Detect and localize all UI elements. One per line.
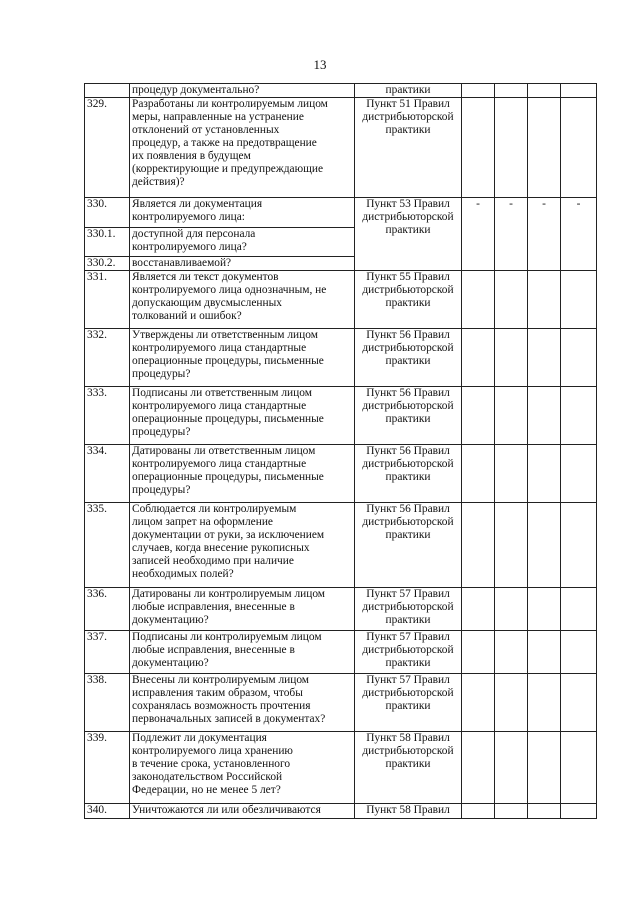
question-text: Уничтожаются ли или обезличиваются [130,804,355,819]
question-text: Датированы ли ответственным лицом контролируемого лица стандартные операционные процедуры, письменные процедуры? [130,445,355,503]
question-text: Датированы ли контролируемым лицом любые исправления, внесенные в документацию? [130,588,355,631]
answer-note-cell [561,387,597,445]
item-number: 337. [85,631,130,674]
legal-reference: Пункт 58 Правил дистрибьюторской практики [355,732,462,804]
answer-no-cell [495,588,528,631]
question-text: Соблюдается ли контролируемым лицом запрет на оформление документации от руки, за исключением случаев, когда внесение рукописных записей необходимо при наличие необходимых полей? [130,503,355,588]
question-text: Внесены ли контролируемым лицом исправления таким образом, чтобы сохранялась возможность прочтения первоначальных записей в документах? [130,674,355,732]
answer-note-cell [561,329,597,387]
answer-note-cell [561,445,597,503]
answer-na-cell [528,387,561,445]
answer-yes-cell [462,804,495,819]
answer-yes-cell [462,329,495,387]
answer-na-cell [528,804,561,819]
question-text: Подписаны ли ответственным лицом контролируемого лица стандартные операционные процедуры, письменные процедуры? [130,387,355,445]
answer-na-cell [528,271,561,329]
legal-reference: Пункт 57 Правил дистрибьюторской практики [355,674,462,732]
answer-yes-cell [462,631,495,674]
answer-na-cell [528,445,561,503]
table-row [85,804,597,819]
answer-no-cell [495,329,528,387]
table-row [85,732,597,804]
answer-yes-cell [462,503,495,588]
answer-note-cell [561,271,597,329]
answer-note-cell [561,804,597,819]
answer-yes-cell: - [462,198,495,271]
item-number: 332. [85,329,130,387]
answer-yes-cell [462,84,495,98]
question-text: Подлежит ли документация контролируемого лица хранению в течение срока, установленного законодательством Российской Федерации, но не менее 5 лет? [130,732,355,804]
answer-note-cell [561,674,597,732]
item-number: 330.1. [85,228,130,257]
legal-reference: Пункт 56 Правил дистрибьюторской практики [355,445,462,503]
item-number: 339. [85,732,130,804]
table-row [85,98,597,198]
legal-reference: Пункт 57 Правил дистрибьюторской практики [355,631,462,674]
legal-reference: Пункт 58 Правил [355,804,462,819]
legal-reference: практики [355,84,462,98]
item-number: 333. [85,387,130,445]
table-row [85,329,597,387]
legal-reference: Пункт 57 Правил дистрибьюторской практики [355,588,462,631]
table-row [85,387,597,445]
answer-no-cell [495,503,528,588]
answer-note-cell [561,98,597,198]
answer-yes-cell [462,98,495,198]
legal-reference: Пункт 55 Правил дистрибьюторской практики [355,271,462,329]
answer-na-cell [528,84,561,98]
item-number: 331. [85,271,130,329]
table-row [85,674,597,732]
legal-reference: Пункт 51 Правил дистрибьюторской практики [355,98,462,198]
answer-yes-cell [462,588,495,631]
item-number: 336. [85,588,130,631]
answer-note-cell [561,588,597,631]
answer-no-cell [495,674,528,732]
item-number: 330. [85,198,130,228]
answer-note-cell [561,631,597,674]
question-text: Разработаны ли контролируемым лицом меры, направленные на устранение отклонений от установленных процедур, а также на предотвращение их появления в будущем (корректирующие и предупреждающие действия)? [130,98,355,198]
answer-yes-cell [462,271,495,329]
answer-no-cell [495,387,528,445]
answer-note-cell: - [561,198,597,271]
question-text: Является ли документация контролируемого лица: [130,198,355,228]
table-row [85,503,597,588]
question-text: Подписаны ли контролируемым лицом любые исправления, внесенные в документацию? [130,631,355,674]
answer-na-cell [528,503,561,588]
answer-no-cell [495,631,528,674]
answer-na-cell [528,674,561,732]
legal-reference: Пункт 56 Правил дистрибьюторской практики [355,503,462,588]
item-number: 330.2. [85,257,130,271]
item-number: 335. [85,503,130,588]
table-row [85,631,597,674]
answer-no-cell: - [495,198,528,271]
answer-no-cell [495,804,528,819]
answer-na-cell [528,631,561,674]
item-number: 338. [85,674,130,732]
answer-note-cell [561,84,597,98]
table-row [85,588,597,631]
answer-no-cell [495,445,528,503]
legal-reference: Пункт 56 Правил дистрибьюторской практики [355,329,462,387]
answer-no-cell [495,98,528,198]
question-text: восстанавливаемой? [130,257,355,271]
answer-no-cell [495,732,528,804]
item-number: 334. [85,445,130,503]
item-number: 329. [85,98,130,198]
table-row [85,198,597,228]
answer-yes-cell [462,674,495,732]
item-number: 340. [85,804,130,819]
table-row [85,271,597,329]
table-row [85,445,597,503]
page-number: 13 [313,57,327,72]
answer-no-cell [495,271,528,329]
legal-reference: Пункт 53 Правил дистрибьюторской практики [355,198,462,271]
answer-yes-cell [462,732,495,804]
answer-na-cell: - [528,198,561,271]
answer-na-cell [528,329,561,387]
answer-yes-cell [462,387,495,445]
answer-na-cell [528,98,561,198]
checklist-table [84,83,597,819]
answer-na-cell [528,732,561,804]
answer-yes-cell [462,445,495,503]
answer-no-cell [495,84,528,98]
answer-note-cell [561,503,597,588]
legal-reference: Пункт 56 Правил дистрибьюторской практики [355,387,462,445]
question-text: Является ли текст документов контролируемого лица однозначным, не допускающим двусмысленных толкований и ошибок? [130,271,355,329]
answer-note-cell [561,732,597,804]
question-text: доступной для персонала контролируемого лица? [130,228,355,257]
item-number [85,84,130,98]
answer-na-cell [528,588,561,631]
table-row [85,84,597,98]
question-text: Утверждены ли ответственным лицом контролируемого лица стандартные операционные процедуры, письменные процедуры? [130,329,355,387]
question-text: процедур документально? [130,84,355,98]
